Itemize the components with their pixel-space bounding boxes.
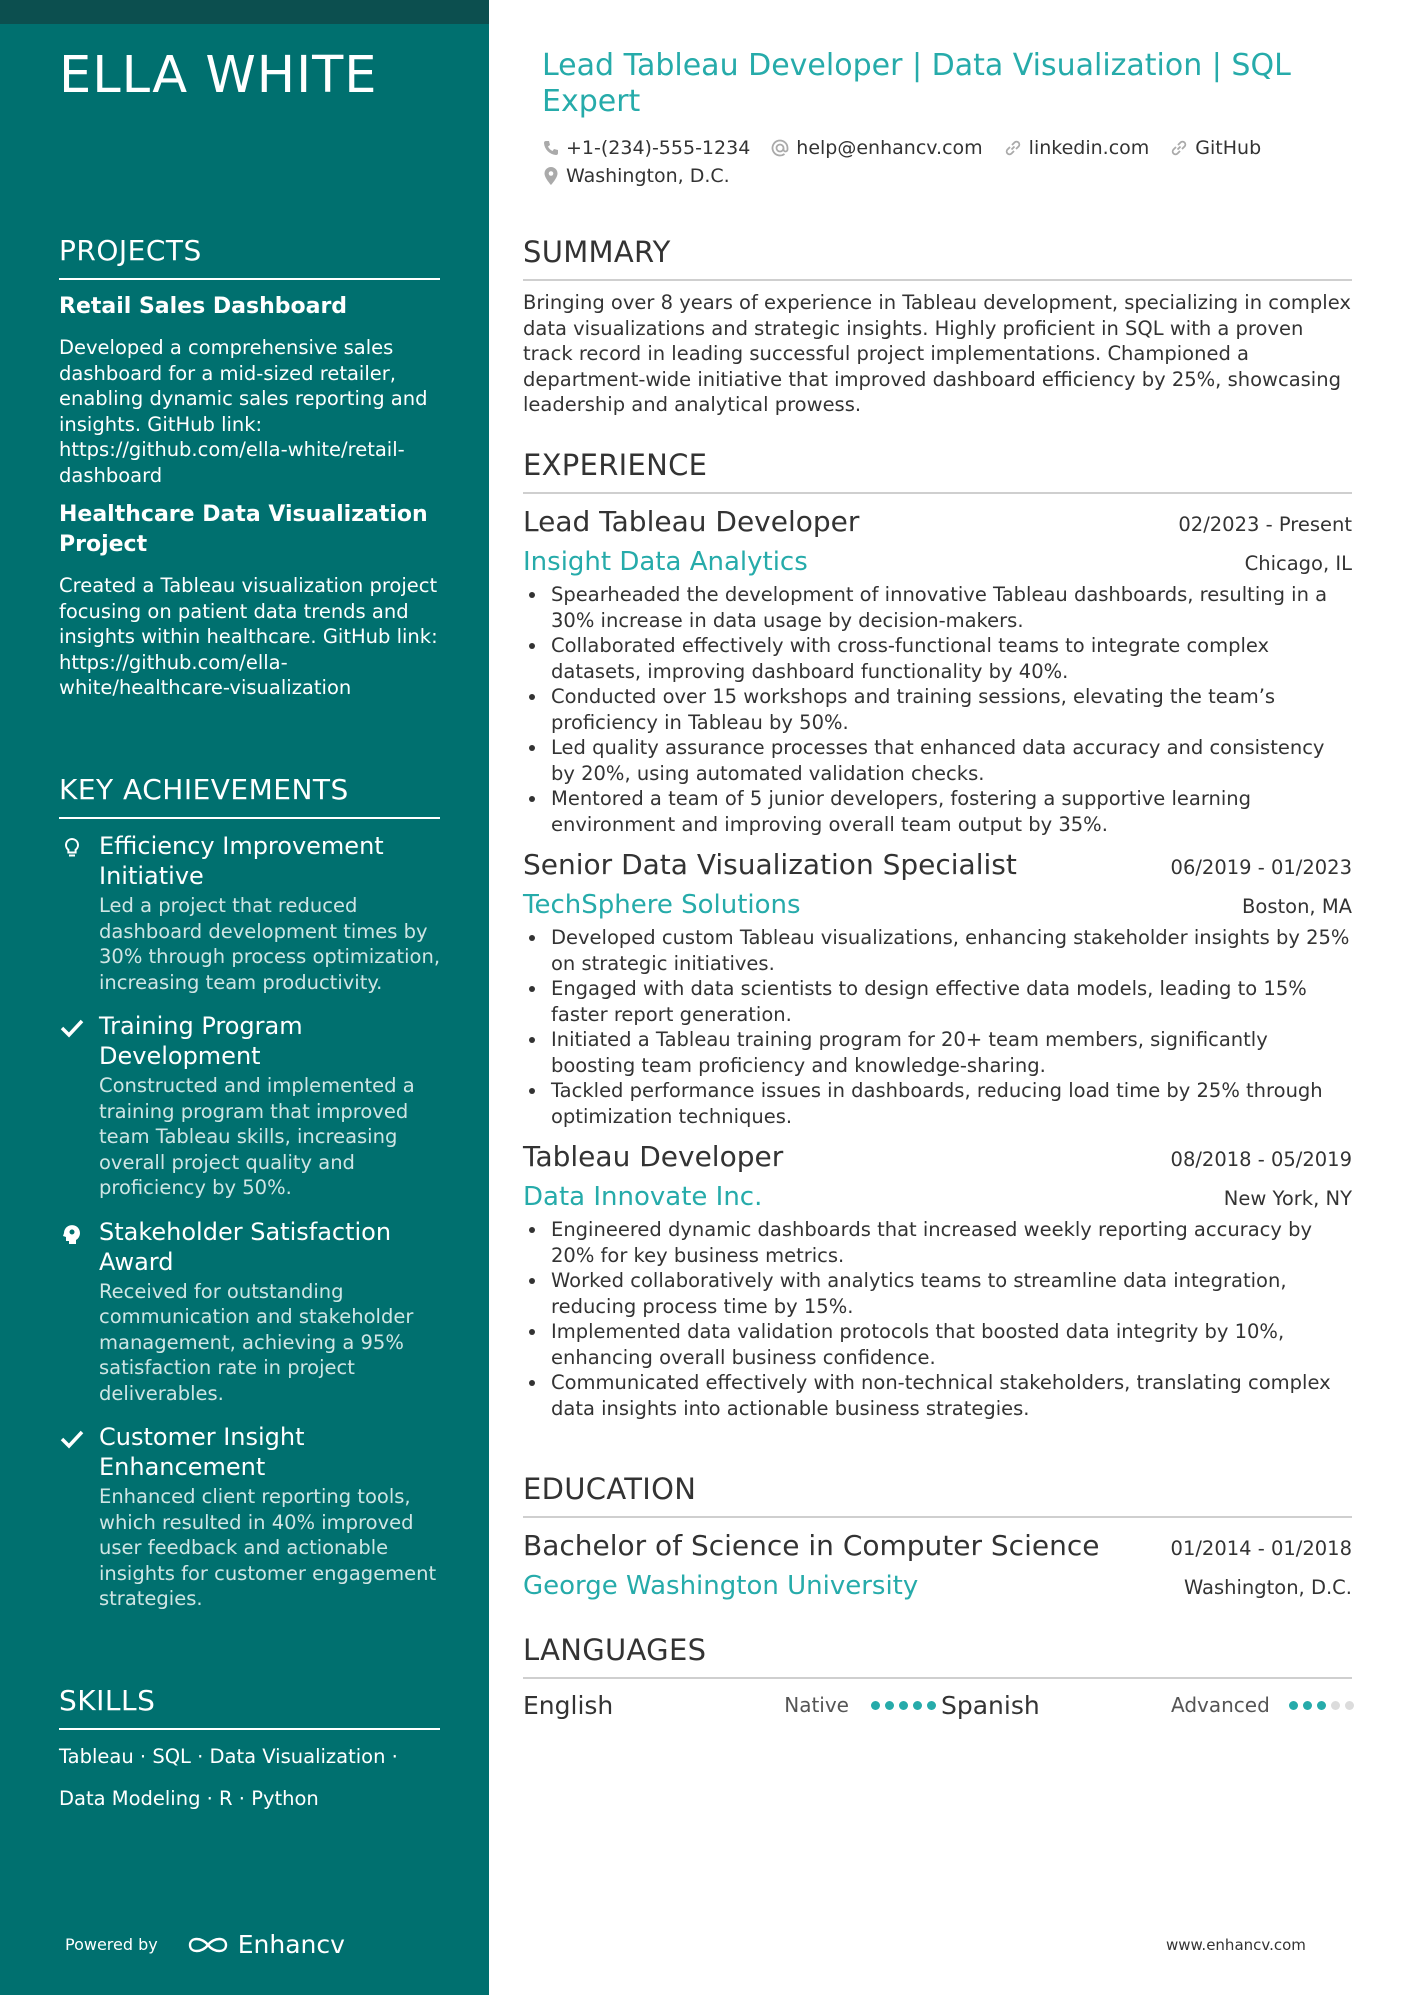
- skills-section: [59, 1684, 440, 1820]
- education-heading: EDUCATION: [523, 1471, 1352, 1518]
- achievement-title: Efficiency Improvement Initiative: [99, 832, 384, 890]
- job-title: Senior Data Visualization Specialist: [523, 848, 1017, 881]
- list-item: Implemented data validation protocols that boosted data integrity by 10%, enhancing overall business confidence.: [523, 1319, 1352, 1370]
- job-dates: 08/2018 - 05/2019: [1170, 1148, 1352, 1171]
- education-section: [523, 1471, 1352, 1604]
- proficiency-dots: [871, 1701, 941, 1710]
- list-item: Communicated effectively with non-technical stakeholders, translating complex data insights into actionable business strategies.: [523, 1370, 1352, 1421]
- checkmark-icon: [59, 1015, 85, 1041]
- language-name: Spanish: [941, 1690, 1040, 1720]
- phone-contact[interactable]: [542, 137, 750, 159]
- list-item: Collaborated effectively with cross-functional teams to integrate complex datasets, improving dashboard functionality by 40%.: [523, 633, 1352, 684]
- head-icon: [59, 1221, 85, 1247]
- language-item: [523, 1691, 941, 1720]
- footer-website[interactable]: www.enhancv.com: [1166, 1936, 1306, 1954]
- job-title: Tableau Developer: [523, 1140, 784, 1173]
- job-bullets: [523, 1217, 1352, 1421]
- candidate-name: ELLA WHITE: [59, 46, 378, 105]
- language-item: [941, 1691, 1359, 1720]
- list-item: Initiated a Tableau training program for 20+ team members, significantly boosting team proficiency and knowledge-sharing.: [523, 1027, 1352, 1078]
- job-bullets: [523, 582, 1352, 837]
- linkedin-text: linkedin.com: [1028, 137, 1150, 159]
- job-dates: 02/2023 - Present: [1178, 513, 1352, 536]
- project-description: Developed a comprehensive sales dashboard for a mid-sized retailer, enabling dynamic sales reporting and insights. GitHub link: https://github.com/ella-white/retail-dashboard: [59, 336, 428, 487]
- dot-filled: [885, 1701, 894, 1710]
- achievement-item: [59, 831, 440, 995]
- job-title: Lead Tableau Developer: [523, 505, 860, 538]
- achievement-item: [59, 1422, 440, 1612]
- enhancv-brand: Enhancv: [237, 1930, 345, 1959]
- achievement-description: Constructed and implemented a training program that improved team Tableau skills, increasing overall project quality and proficiency by 50%.: [99, 1074, 415, 1199]
- languages-heading: LANGUAGES: [523, 1632, 1352, 1679]
- email-contact[interactable]: [770, 137, 982, 159]
- job-location: Chicago, IL: [1244, 552, 1352, 575]
- projects-section: [59, 234, 440, 701]
- email-text: help@enhancv.com: [796, 137, 983, 159]
- github-contact[interactable]: [1169, 137, 1261, 159]
- proficiency-dots: [1289, 1701, 1359, 1710]
- achievements-section: [59, 773, 440, 1612]
- phone-text: +1-(234)-555-1234: [566, 137, 751, 159]
- linkedin-contact[interactable]: [1003, 137, 1150, 159]
- skills-line: Data Modeling · R · Python: [59, 1787, 319, 1810]
- powered-by: [65, 1930, 345, 1959]
- job-entry: [523, 845, 1352, 1129]
- location-contact: [542, 165, 730, 187]
- link-icon: [1169, 138, 1189, 158]
- job-location: Boston, MA: [1242, 895, 1352, 918]
- languages-section: [523, 1632, 1352, 1723]
- achievement-description: Received for outstanding communication and stakeholder management, achieving a 95% satisfaction rate in project deliverables.: [99, 1279, 414, 1405]
- degree: Bachelor of Science in Computer Science: [523, 1529, 1100, 1562]
- summary-heading: SUMMARY: [523, 234, 1352, 281]
- achievement-title: Training Program Development: [99, 1012, 303, 1070]
- dot-filled: [1317, 1701, 1326, 1710]
- project-description: Created a Tableau visualization project focusing on patient data trends and insights within healthcare. GitHub link: https://github.com/ella-white/healthcare-visualization: [59, 574, 438, 699]
- job-bullets: [523, 925, 1352, 1129]
- enhancv-logo: [186, 1930, 345, 1959]
- list-item: Conducted over 15 workshops and training sessions, elevating the team’s proficiency in Tableau by 50%.: [523, 684, 1352, 735]
- language-level: Native: [784, 1693, 849, 1717]
- skills-line: Tableau · SQL · Data Visualization ·: [59, 1745, 398, 1768]
- achievement-item: [59, 1011, 440, 1201]
- education-entry: [523, 1526, 1352, 1604]
- location-pin-icon: [542, 166, 560, 186]
- school: George Washington University: [523, 1571, 919, 1601]
- achievement-description: Enhanced client reporting tools, which resulted in 40% improved user feedback and actionable insights for customer engagement strategies.: [99, 1485, 437, 1610]
- summary-text: Bringing over 8 years of experience in Tableau development, specializing in complex data visualizations and strategic insights. Highly proficient in SQL with a proven track record in leading successful project implementations. Championed a department-wide initiative that improved dashboard efficiency by 25%, showcasing leadership and analytical prowess.: [523, 291, 1351, 416]
- project-title: Retail Sales Dashboard: [59, 294, 348, 319]
- language-level: Advanced: [1171, 1693, 1270, 1717]
- lightbulb-icon: [59, 835, 85, 861]
- powered-by-label: Powered by: [65, 1935, 158, 1954]
- achievements-heading: KEY ACHIEVEMENTS: [59, 773, 440, 819]
- skills-list: [59, 1736, 440, 1820]
- job-company: TechSphere Solutions: [523, 890, 801, 920]
- dot-filled: [1303, 1701, 1312, 1710]
- enhancv-logo-icon: [186, 1934, 230, 1956]
- dot-empty: [1345, 1701, 1354, 1710]
- job-company: Data Innovate Inc.: [523, 1182, 763, 1212]
- dot-filled: [913, 1701, 922, 1710]
- checkmark-icon: [59, 1426, 85, 1452]
- dot-filled: [1289, 1701, 1298, 1710]
- summary-section: [523, 234, 1352, 418]
- job-entry: [523, 1137, 1352, 1421]
- education-dates: 01/2014 - 01/2018: [1170, 1537, 1352, 1560]
- dot-filled: [899, 1701, 908, 1710]
- contact-info: [542, 134, 1332, 190]
- headline: Lead Tableau Developer | Data Visualization | SQL Expert: [542, 48, 1291, 119]
- list-item: Engineered dynamic dashboards that increased weekly reporting accuracy by 20% for key business metrics.: [523, 1217, 1352, 1268]
- achievement-title: Stakeholder Satisfaction Award: [99, 1217, 392, 1276]
- job-entry: [523, 502, 1352, 837]
- sidebar: [0, 0, 489, 1995]
- dot-empty: [1331, 1701, 1340, 1710]
- job-dates: 06/2019 - 01/2023: [1170, 856, 1352, 879]
- list-item: Engaged with data scientists to design effective data models, leading to 15% faster report generation.: [523, 976, 1352, 1027]
- achievement-title: Customer Insight Enhancement: [99, 1423, 305, 1481]
- project-title: Healthcare Data Visualization Project: [59, 502, 428, 557]
- dot-filled: [871, 1701, 880, 1710]
- github-text: GitHub: [1195, 137, 1262, 159]
- list-item: Developed custom Tableau visualizations, enhancing stakeholder insights by 25% on strategic initiatives.: [523, 925, 1352, 976]
- experience-heading: EXPERIENCE: [523, 447, 1352, 494]
- job-location: New York, NY: [1223, 1187, 1352, 1210]
- location-text: Washington, D.C.: [566, 165, 730, 187]
- experience-section: [523, 447, 1352, 1421]
- skills-heading: SKILLS: [59, 1684, 440, 1730]
- at-icon: [770, 138, 790, 158]
- projects-heading: PROJECTS: [59, 234, 440, 280]
- list-item: Spearheaded the development of innovative Tableau dashboards, resulting in a 30% increase in data usage by decision-makers.: [523, 582, 1352, 633]
- list-item: Worked collaboratively with analytics teams to streamline data integration, reducing process time by 15%.: [523, 1268, 1352, 1319]
- job-company: Insight Data Analytics: [523, 547, 808, 577]
- sidebar-top-band: [0, 0, 489, 24]
- language-name: English: [523, 1690, 614, 1720]
- phone-icon: [542, 139, 560, 157]
- achievement-item: [59, 1217, 440, 1407]
- list-item: Mentored a team of 5 junior developers, fostering a supportive learning environment and improving overall team output by 35%.: [523, 786, 1352, 837]
- list-item: Led quality assurance processes that enhanced data accuracy and consistency by 20%, using automated validation checks.: [523, 735, 1352, 786]
- education-location: Washington, D.C.: [1183, 1576, 1352, 1599]
- achievement-description: Led a project that reduced dashboard development times by 30% through process optimization, increasing team productivity.: [99, 894, 441, 994]
- link-icon: [1003, 138, 1023, 158]
- list-item: Tackled performance issues in dashboards, reducing load time by 25% through optimization techniques.: [523, 1078, 1352, 1129]
- dot-filled: [927, 1701, 936, 1710]
